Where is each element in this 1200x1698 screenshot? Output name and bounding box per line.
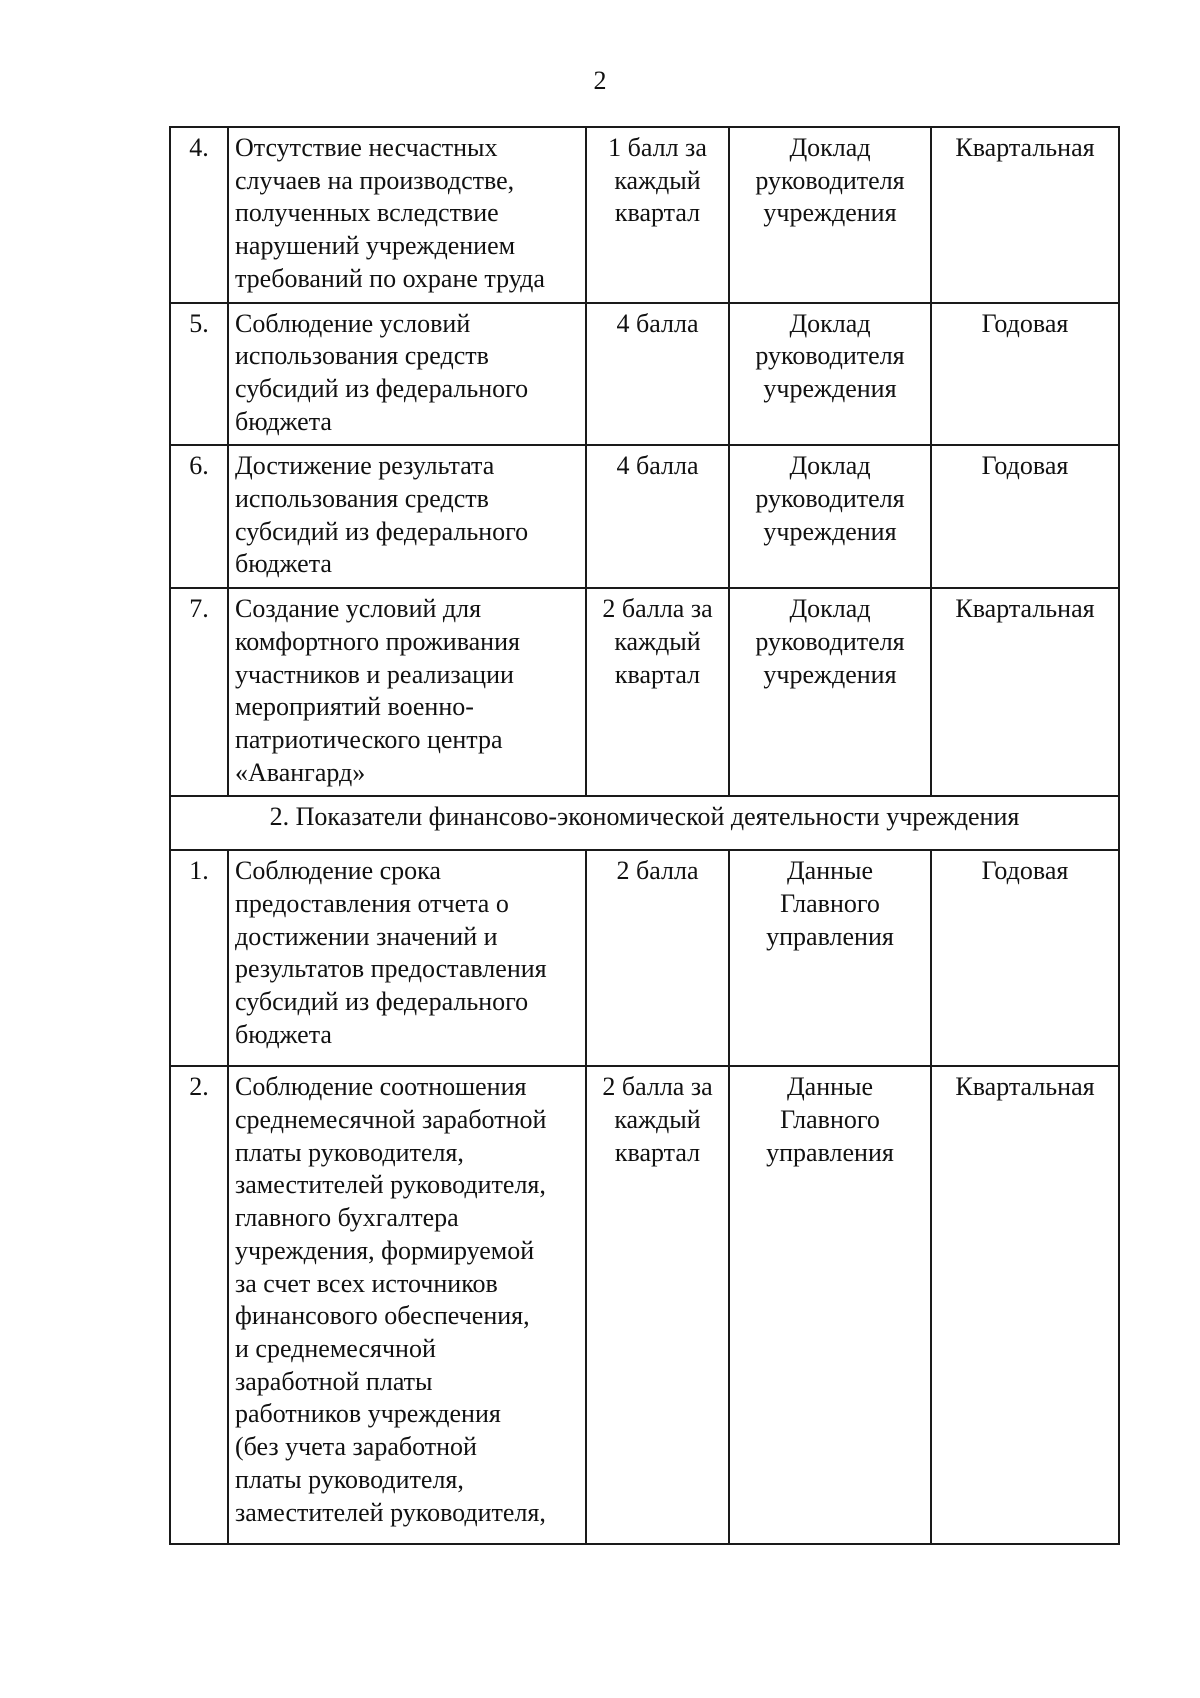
criterion-source: Доклад руководителя учреждения: [729, 588, 931, 796]
criterion-source: Данные Главного управления: [729, 1066, 931, 1544]
table-row: [170, 588, 1119, 796]
criterion-source: Доклад руководителя учреждения: [729, 303, 931, 446]
criterion-source: Данные Главного управления: [729, 850, 931, 1066]
criterion-name: Достижение результата использования средств субсидий из федерального бюджета: [228, 445, 586, 588]
section-title: 2. Показатели финансово-экономической деятельности учреждения: [170, 796, 1119, 850]
criterion-score: 2 балла: [586, 850, 729, 1066]
criterion-name: Соблюдение срока предоставления отчета о достижении значений и результатов предоставления субсидий из федерального бюджета: [228, 850, 586, 1066]
criterion-score: 2 балла за каждый квартал: [586, 588, 729, 796]
criterion-period: Квартальная: [931, 127, 1119, 303]
criterion-source: Доклад руководителя учреждения: [729, 445, 931, 588]
row-number: 7.: [170, 588, 228, 796]
row-number: 6.: [170, 445, 228, 588]
row-number: 1.: [170, 850, 228, 1066]
criterion-score: 2 балла за каждый квартал: [586, 1066, 729, 1544]
criterion-name: Создание условий для комфортного проживания участников и реализации мероприятий военно- патриотического центра «Авангард»: [228, 588, 586, 796]
criterion-source: Доклад руководителя учреждения: [729, 127, 931, 303]
page-number: 2: [593, 66, 607, 95]
row-number: 4.: [170, 127, 228, 303]
criterion-period: Квартальная: [931, 1066, 1119, 1544]
criterion-period: Годовая: [931, 445, 1119, 588]
row-number: 2.: [170, 1066, 228, 1544]
criterion-score: 4 балла: [586, 445, 729, 588]
table-row: [170, 303, 1119, 446]
table-row: [170, 127, 1119, 303]
criterion-score: 1 балл за каждый квартал: [586, 127, 729, 303]
table-row: [170, 1066, 1119, 1544]
section-row: [170, 796, 1119, 850]
criterion-period: Годовая: [931, 303, 1119, 446]
criterion-name: Соблюдение соотношения среднемесячной заработной платы руководителя, заместителей руководителя, главного бухгалтера учреждения, формируемой за счет всех источников финансового обеспечения, и среднемесячной заработной платы работников учреждения (без учета заработной платы руководителя, заместителей руководителя,: [228, 1066, 586, 1544]
criteria-table: [169, 126, 1120, 1545]
criterion-name: Отсутствие несчастных случаев на производстве, полученных вследствие нарушений учреждением требований по охране труда: [228, 127, 586, 303]
criterion-name: Соблюдение условий использования средств субсидий из федерального бюджета: [228, 303, 586, 446]
criterion-score: 4 балла: [586, 303, 729, 446]
criterion-period: Годовая: [931, 850, 1119, 1066]
table-row: [170, 445, 1119, 588]
criterion-period: Квартальная: [931, 588, 1119, 796]
table-row: [170, 850, 1119, 1066]
row-number: 5.: [170, 303, 228, 446]
